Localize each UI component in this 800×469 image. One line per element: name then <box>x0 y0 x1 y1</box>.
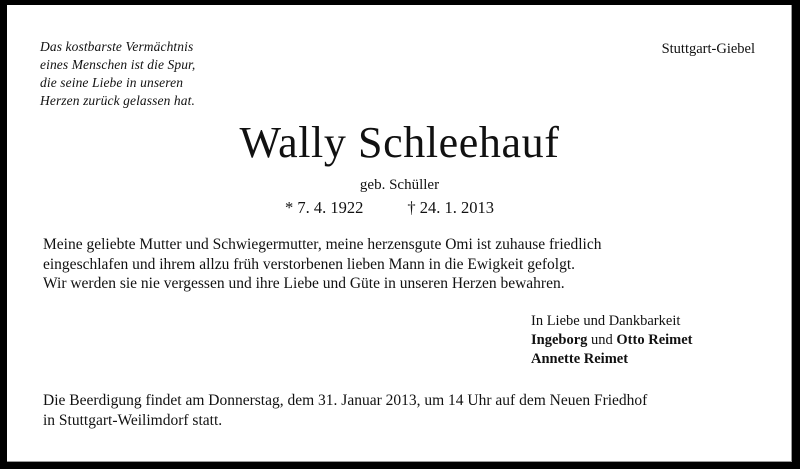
message-line: Meine geliebte Mutter und Schwiegermutter, meine herzensgute Omi ist zuhause friedlich <box>43 236 602 253</box>
location: Stuttgart-Giebel <box>661 41 755 57</box>
message-line: Wir werden sie nie vergessen und ihre Liebe und Güte in unseren Herzen bewahren. <box>43 275 565 292</box>
motto-line: eines Menschen ist die Spur, <box>40 57 196 72</box>
signoff <box>531 312 693 369</box>
obituary-message <box>43 235 602 294</box>
motto-line: Das kostbarste Vermächtnis <box>40 39 194 54</box>
funeral-info <box>43 391 647 430</box>
signoff-names-line <box>531 331 693 350</box>
mourner-name: Ingeborg <box>531 332 588 348</box>
signoff-names-line <box>531 350 693 369</box>
signoff-intro: In Liebe und Dankbarkeit <box>531 313 681 329</box>
motto-line: die seine Liebe in unseren <box>40 75 184 90</box>
funeral-line: Die Beerdigung findet am Donnerstag, dem 31. Januar 2013, um 14 Uhr auf dem Neuen Friedhof <box>43 392 648 409</box>
connector: und <box>587 332 617 348</box>
mourner-name: Otto Reimet <box>616 332 693 348</box>
mourner-name: Annette Reimet <box>531 351 629 367</box>
obituary-notice <box>7 5 792 462</box>
deceased-name: Wally Schleehauf <box>239 118 560 167</box>
maiden-name: geb. Schüller <box>359 177 440 193</box>
life-dates <box>285 198 494 218</box>
death-date: † 24. 1. 2013 <box>407 198 494 217</box>
message-line: eingeschlafen und ihrem allzu früh verstorbenen lieben Mann in die Ewigkeit gefolgt. <box>43 255 575 273</box>
motto-quote <box>40 38 195 110</box>
funeral-line: in Stuttgart-Weilimdorf statt. <box>43 411 223 429</box>
motto-line: Herzen zurück gelassen hat. <box>40 93 195 108</box>
birth-date: * 7. 4. 1922 <box>285 198 364 217</box>
